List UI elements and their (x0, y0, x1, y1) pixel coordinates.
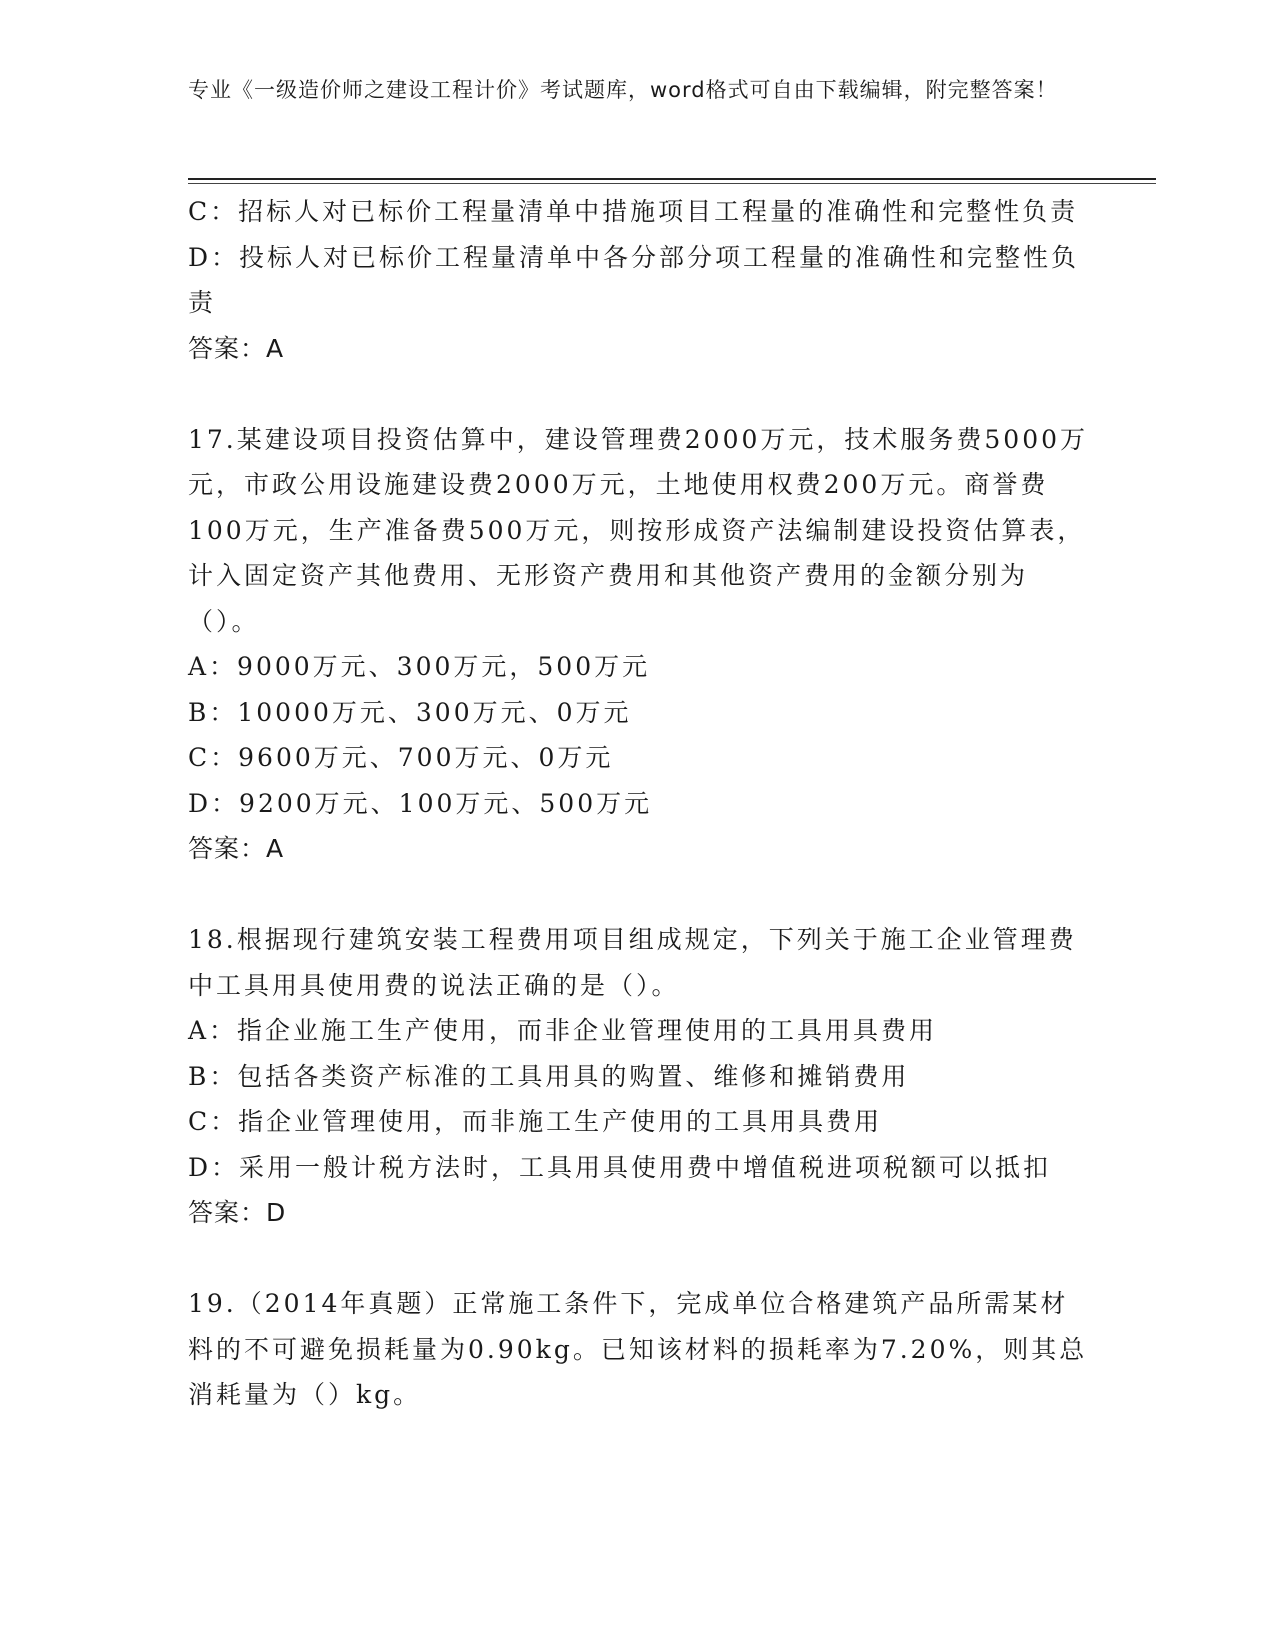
document-body (188, 189, 1088, 1418)
spacer (188, 872, 1088, 918)
answer: 答案：A (188, 333, 285, 363)
spacer (188, 1236, 1088, 1282)
answer: 答案：D (188, 1198, 287, 1227)
option-c: C：招标人对已标价工程量清单中措施项目工程量的准确性和完整性负责 (188, 197, 1079, 226)
header-rule-thick (188, 178, 1156, 180)
option-d: D：采用一般计税方法时，工具用具使用费中增值税进项税额可以抵扣 (188, 1152, 1052, 1182)
option-d: D：投标人对已标价工程量清单中各分部分项工程量的准确性和完整性负责 (188, 242, 1080, 317)
question-stem: 17.某建设项目投资估算中，建设管理费2000万元，技术服务费5000万元，市政公用设施建设费2000万元，土地使用权费200万元。商誉费100万元，生产准备费500万元，则按形成资产法编制建设投资估算表，计入固定资产其他费用、无形资产费用和其他资产费用的金额分别为（）。 (188, 424, 1089, 636)
answer: 答案：A (188, 834, 285, 863)
option-c: C：9600万元、700万元、0万元 (188, 743, 614, 772)
page-header: 专业《一级造价师之建设工程计价》考试题库，word格式可自由下载编辑，附完整答案！ (188, 78, 1058, 102)
option-b: B：包括各类资产标准的工具用具的购置、维修和摊销费用 (188, 1061, 910, 1091)
header-rule-thin (188, 183, 1156, 184)
option-a: A：指企业施工生产使用，而非企业管理使用的工具用具费用 (188, 1016, 938, 1045)
spacer (188, 371, 1088, 417)
question-stem: 18.根据现行建筑安装工程费用项目组成规定，下列关于施工企业管理费中工具用具使用费的说法正确的是（）。 (188, 925, 1077, 1000)
option-d: D：9200万元、100万元、500万元 (188, 788, 653, 818)
question-stem: 19.（2014年真题）正常施工条件下，完成单位合格建筑产品所需某材料的不可避免损耗量为0.90kg。已知该材料的损耗率为7.20%，则其总消耗量为（）kg。 (188, 1289, 1088, 1409)
option-c: C：指企业管理使用，而非施工生产使用的工具用具费用 (188, 1107, 883, 1136)
option-b: B：10000万元、300万元、0万元 (188, 697, 632, 727)
option-a: A：9000万元、300万元，500万元 (188, 652, 651, 681)
